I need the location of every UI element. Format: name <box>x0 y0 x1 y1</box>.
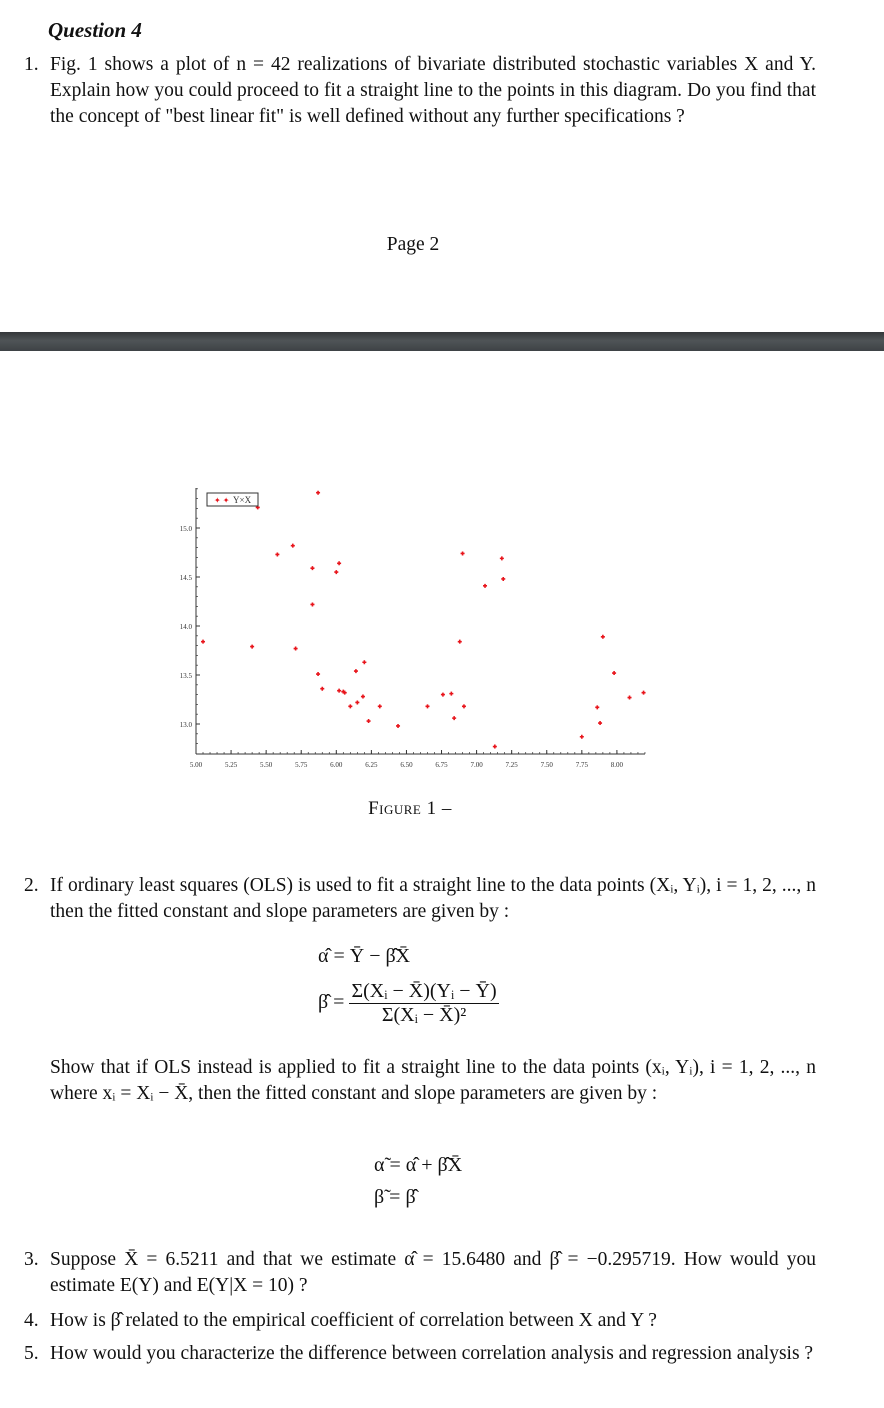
svg-text:5.25: 5.25 <box>224 761 238 769</box>
item-text: Fig. 1 shows a plot of n = 42 realizations of bivariate distributed stochastic variables X and Y. Explain how you could proceed to fit a straight line to the points in this diagram. Do you find that the concept of "best linear fit" is well defined without any further specifications ? <box>50 54 816 127</box>
data-point <box>310 566 314 570</box>
question-item-1 <box>24 52 816 130</box>
formula-beta-tilde: β̃ = β̂ <box>374 1186 416 1208</box>
page-label: Page 2 <box>386 234 440 255</box>
formula-beta-lhs: β̂ = <box>318 991 345 1014</box>
legend <box>207 493 258 506</box>
data-point <box>291 544 295 548</box>
data-point <box>320 687 324 691</box>
page-divider <box>0 332 884 351</box>
svg-text:7.00: 7.00 <box>470 761 483 769</box>
data-point <box>316 672 320 676</box>
item-text: If ordinary least squares (OLS) is used to fit a straight line to the data points (Xᵢ, Yᵢ), i = 1, 2, ..., n then the fitted constant and slope parameters are given by : <box>50 875 816 922</box>
data-point <box>483 584 487 588</box>
item-number: 3. <box>24 1249 39 1270</box>
data-point <box>337 689 341 693</box>
data-point <box>250 645 254 649</box>
question-title: Question 4 <box>48 18 142 42</box>
data-point <box>294 647 298 651</box>
formula-beta-denominator: Σ(Xᵢ − X̄)² <box>381 1004 467 1026</box>
data-point <box>461 551 465 555</box>
data-point <box>425 704 429 708</box>
plot-points <box>201 491 646 749</box>
svg-text:5.00: 5.00 <box>189 761 203 769</box>
data-point <box>316 491 320 495</box>
svg-text:14.0: 14.0 <box>179 623 192 631</box>
data-point <box>355 700 359 704</box>
item-number: 1. <box>24 54 39 75</box>
data-point <box>348 704 352 708</box>
svg-text:6.00: 6.00 <box>330 761 343 769</box>
item-text: Suppose X̄ = 6.5211 and that we estimate α̂ = 15.6480 and β̂ = −0.295719. How would you estimate E(Y) and E(Y|X = 10) ? <box>50 1249 816 1296</box>
data-point <box>337 561 341 565</box>
data-point <box>595 705 599 709</box>
data-point <box>501 577 505 581</box>
formula-beta-fraction <box>349 980 498 1027</box>
data-point <box>354 669 358 673</box>
data-point <box>642 691 646 695</box>
svg-text:7.25: 7.25 <box>505 761 518 769</box>
data-point <box>452 716 456 720</box>
item-number: 2. <box>24 875 39 896</box>
question-item-4 <box>24 1308 816 1334</box>
item-text: How would you characterize the difference between correlation analysis and regression analysis ? <box>50 1343 814 1364</box>
data-point <box>449 692 453 696</box>
question-item-3 <box>24 1247 816 1299</box>
svg-text:6.25: 6.25 <box>365 761 378 769</box>
data-point <box>493 745 497 749</box>
svg-text:8.00: 8.00 <box>610 761 624 769</box>
formula-beta-numerator: Σ(Xᵢ − X̄)(Yᵢ − Ȳ) <box>351 980 497 1002</box>
plot-axes <box>180 488 645 769</box>
svg-text:Y×X: Y×X <box>233 495 252 505</box>
data-point <box>396 724 400 728</box>
data-point <box>612 671 616 675</box>
data-point <box>628 696 632 700</box>
data-point <box>441 693 445 697</box>
formula-beta-hat <box>318 980 499 1027</box>
svg-text:13.5: 13.5 <box>179 672 192 680</box>
data-point <box>378 704 382 708</box>
svg-text:14.5: 14.5 <box>179 574 192 582</box>
svg-text:7.75: 7.75 <box>575 761 588 769</box>
question-item-5 <box>24 1341 816 1367</box>
data-point <box>334 570 338 574</box>
data-point <box>201 640 205 644</box>
data-point <box>458 640 462 644</box>
data-point <box>361 695 365 699</box>
data-point <box>601 635 605 639</box>
data-point <box>462 704 466 708</box>
data-point <box>275 552 279 556</box>
item-number: 5. <box>24 1343 39 1364</box>
svg-text:13.0: 13.0 <box>179 721 192 729</box>
item-text: How is β̂ related to the empirical coefficient of correlation between X and Y ? <box>50 1310 657 1331</box>
question-item-2-part-b <box>50 1055 816 1107</box>
svg-text:5.75: 5.75 <box>295 761 308 769</box>
figure-caption-number: 1 – <box>421 798 452 819</box>
svg-text:15.0: 15.0 <box>179 525 192 533</box>
svg-text:✦ ✦: ✦ ✦ <box>214 496 230 505</box>
formula-alpha-hat: α̂ = Ȳ − β̂X̄ <box>318 945 411 967</box>
svg-text:7.50: 7.50 <box>540 761 553 769</box>
svg-text:6.50: 6.50 <box>400 761 413 769</box>
item-text: Show that if OLS instead is applied to fit a straight line to the data points (xᵢ, Yᵢ), i = 1, 2, ..., n where xᵢ = Xᵢ − X̄, then the fitted constant and slope parameters are given by : <box>50 1057 816 1104</box>
question-item-2 <box>24 873 816 925</box>
data-point <box>362 660 366 664</box>
svg-text:5.50: 5.50 <box>260 761 273 769</box>
svg-text:6.75: 6.75 <box>435 761 448 769</box>
item-number: 4. <box>24 1310 39 1331</box>
formula-alpha-tilde: α̃ = α̂ + β̂X̄ <box>374 1154 463 1176</box>
figure-caption-word: Figure <box>368 798 422 819</box>
scatter-plot <box>150 480 670 780</box>
data-point <box>598 721 602 725</box>
data-point <box>367 719 371 723</box>
data-point <box>580 735 584 739</box>
data-point <box>310 602 314 606</box>
data-point <box>500 556 504 560</box>
figure-caption <box>0 798 820 820</box>
